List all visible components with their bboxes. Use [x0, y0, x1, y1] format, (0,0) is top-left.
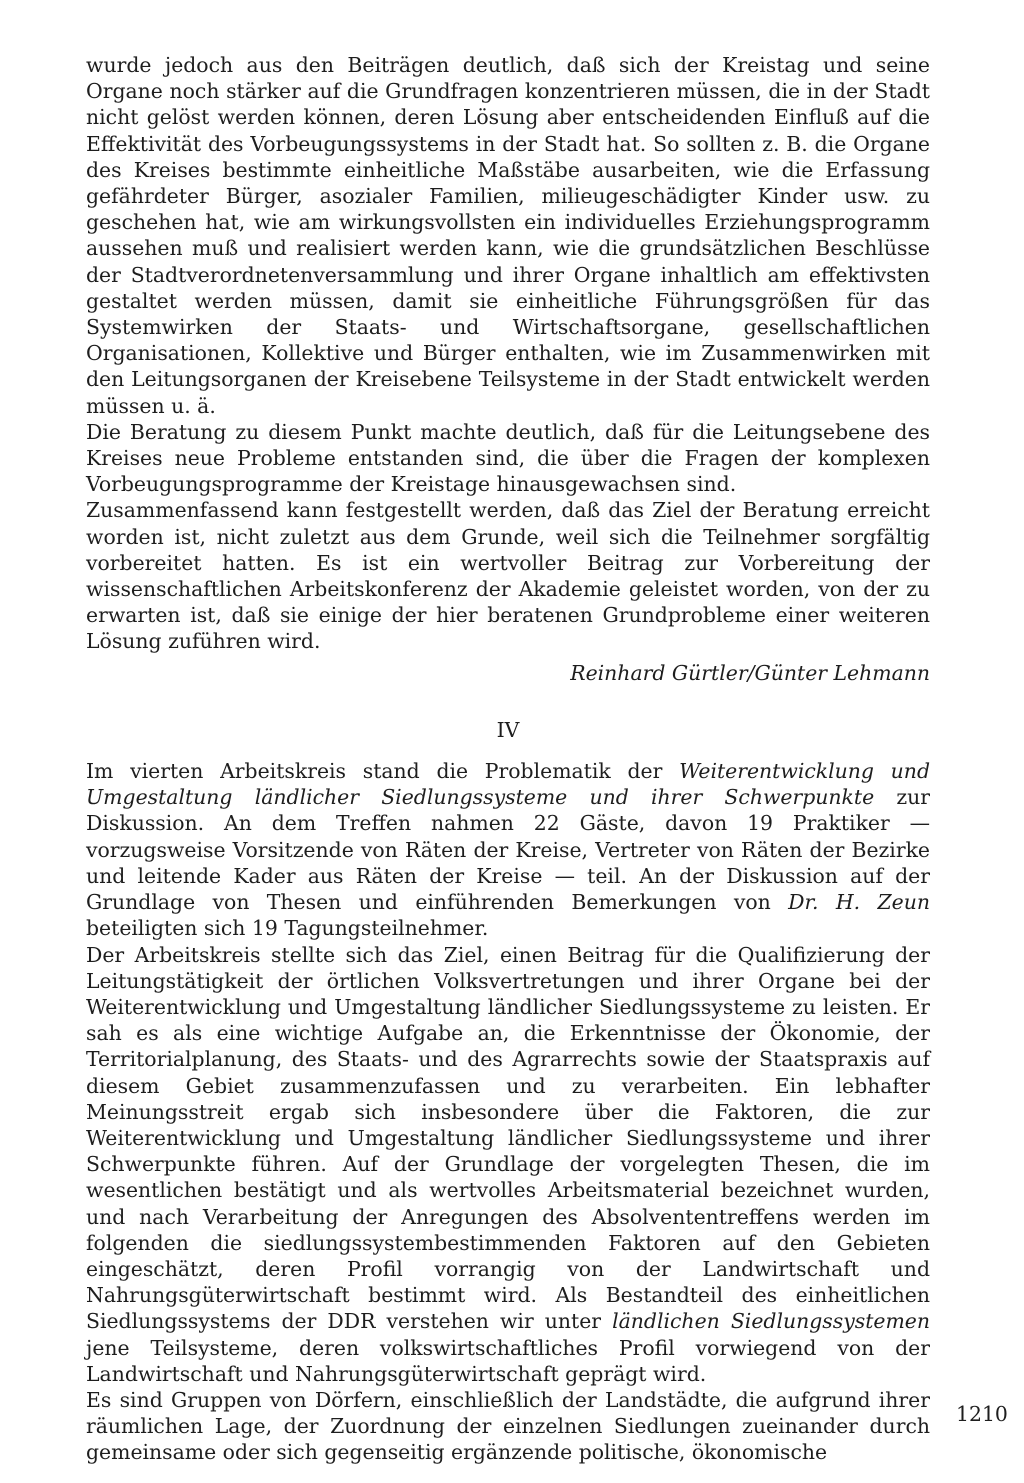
page-number: 1210	[956, 1402, 1008, 1426]
text-run: Im vierten Arbeitskreis stand die Problematik der	[86, 759, 680, 784]
italic-topic: Weiterentwicklung und Umgestaltung ländlicher Siedlungssysteme und ihrer Schwerpunkte	[86, 759, 930, 810]
text-run: jene Teilsysteme, deren volkswirtschaftliches Profil vorwiegend von der Landwirtschaft und Nahrungsgüterwirtschaft geprägt wird.	[86, 1335, 930, 1386]
italic-person-name: Dr. H. Zeun	[788, 890, 930, 915]
section-paragraph-1	[86, 758, 930, 941]
author-signature: Reinhard Gürtler/Günter Lehmann	[570, 660, 930, 685]
text-run: Der Arbeitskreis stellte sich das Ziel, einen Beitrag für die Qualifizierung der Leitungstätigkeit der örtlichen Volksvertretungen und ihrer Organe bei der Weiterentwicklung und Umgestaltung ländlicher Siedlungssysteme zu leisten. Er sah es als eine wichtige Aufgabe an, die Erkenntnisse der Ökonomie, der Territorialplanung, des Staats- und des Agrarrechts sowie der Staatspraxis auf diesem Gebiet zusammenzufassen und zu verarbeiten. Ein lebhafter Meinungsstreit ergab sich insbesondere über die Faktoren, die zur Weiterentwicklung und Umgestaltung ländlicher Siedlungssysteme und ihrer Schwerpunkte führen. Auf der Grundlage der vorgelegten Thesen, die im wesentlichen bestätigt und als wertvolles Arbeitsmaterial bezeichnet wurden, und nach Verarbeitung der Anregungen des Absolvententreffens werden im folgenden die siedlungssystembestimmenden Faktoren auf den Gebieten eingeschätzt, deren Profil vorrangig von der Landwirtschaft und Nahrungsgüterwirtschaft bestimmt wird. Als Bestandteil des einheitlichen Siedlungssystems der DDR verstehen wir unter	[86, 942, 930, 1334]
text-run: beteiligten sich 19 Tagungsteilnehmer.	[86, 916, 489, 941]
section-heading: IV	[496, 717, 520, 742]
section-paragraph-3: Es sind Gruppen von Dörfern, einschließlich der Landstädte, die aufgrund ihrer räumlichen Lage, der Zuordnung der einzelnen Siedlungen zueinander durch gemeinsame oder sich gegenseitig ergänzende politische, ökonomische	[86, 1387, 930, 1465]
document-page	[86, 52, 930, 1466]
body-paragraph-2: Die Beratung zu diesem Punkt machte deutlich, daß für die Leitungsebene des Kreises neue Probleme entstanden sind, die über die Fragen der komplexen Vorbeugungsprogramme der Kreistage hinausgewachsen sind.	[86, 419, 930, 497]
text-run: zur Diskussion. An dem Treffen nahmen 22 Gäste, davon 19 Praktiker — vorzugsweise Vorsitzende von Räten der Kreise, Vertreter von Räten der Bezirke und leitende Kader aus Räten der Kreise — teil. An der Diskussion auf der Grundlage von Thesen und einführenden Bemerkungen von	[86, 785, 931, 915]
italic-term: ländlichen Siedlungssystemen	[612, 1309, 930, 1334]
section-paragraph-2	[86, 942, 930, 1387]
body-paragraph-3: Zusammenfassend kann festgestellt werden, daß das Ziel der Beratung erreicht worden ist, nicht zuletzt aus dem Grunde, weil sich die Teilnehmer sorgfältig vorbereitet hatten. Es ist ein wertvoller Beitrag zur Vorbereitung der wissenschaftlichen Arbeitskonferenz der Akademie geleistet worden, von der zu erwarten ist, daß sie einige der hier beratenen Grundprobleme einer weiteren Lösung zuführen wird.	[86, 498, 930, 654]
body-paragraph-1: wurde jedoch aus den Beiträgen deutlich, daß sich der Kreistag und seine Organe noch stärker auf die Grundfragen konzentrieren müssen, die in der Stadt nicht gelöst werden können, deren Lösung aber entscheidenden Einfluß auf die Effektivität des Vorbeugungssystems in der Stadt hat. So sollten z. B. die Organe des Kreises bestimmte einheitliche Maßstäbe ausarbeiten, wie die Erfassung gefährdeter Bürger, asozialer Familien, milieugeschädigter Kinder usw. zu geschehen hat, wie am wirkungsvollsten ein individuelles Erziehungsprogramm aussehen muß und realisiert werden kann, wie die grundsätzlichen Beschlüsse der Stadtverordnetenversammlung und ihrer Organe inhaltlich am effektivsten gestaltet werden müssen, damit sie einheitliche Führungsgrößen für das Systemwirken der Staats- und Wirtschaftsorgane, gesellschaftlichen Organisationen, Kollektive und Bürger enthalten, wie im Zusammenwirken mit den Leitungsorganen der Kreisebene Teilsysteme in der Stadt entwickelt werden müssen u. ä.	[86, 53, 930, 418]
